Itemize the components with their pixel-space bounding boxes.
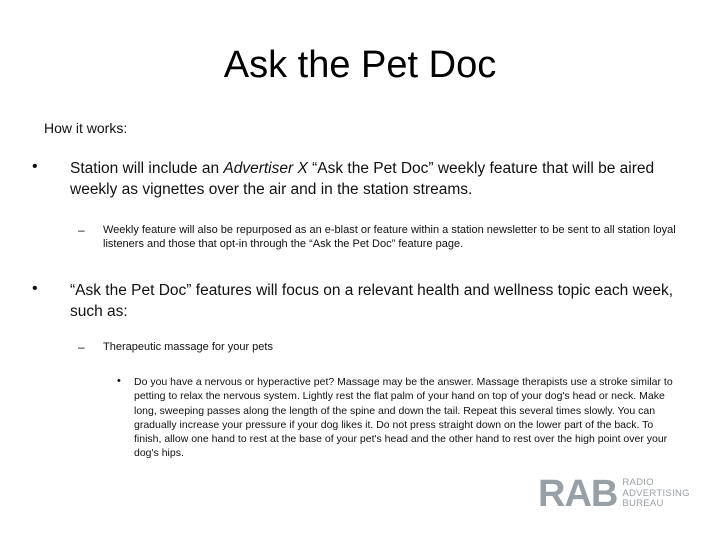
logo-wordmark — [622, 478, 690, 510]
logo-line: ADVERTISING — [622, 487, 690, 499]
logo-line: RADIO — [622, 477, 654, 489]
bullet-marker: • — [32, 280, 38, 297]
logo-line: BUREAU — [622, 498, 664, 510]
rab-logo — [538, 473, 690, 515]
sub-bullet-massage: Therapeutic massage for your pets — [103, 341, 273, 353]
sub-bullet-repurpose: Weekly feature will also be repurposed as an e-blast or feature within a station newsletter to be sent to all station loyal listeners and those that opt-in through the “Ask the Pet Doc” feature page. — [103, 224, 676, 250]
bullet-marker: • — [32, 158, 38, 175]
intro-text: How it works: — [44, 120, 128, 136]
bullet-text-end: “Ask the Pet Doc” weekly feature that will be aired weekly as vignettes over the air and in the station streams. — [70, 160, 655, 198]
bullet-station-feature — [70, 158, 690, 200]
nested-bullet-marker: • — [117, 375, 121, 387]
bullet-text-start: Station will include an — [70, 160, 224, 177]
sub-bullet-marker: – — [78, 223, 85, 237]
slide-title: Ask the Pet Doc — [223, 44, 497, 86]
nested-bullet-massage-details: Do you have a nervous or hyperactive pet? Massage may be the answer. Massage therapists use a stroke similar to petting to relax the nervous system. Lightly rest the flat palm of your hand on top of your dog's head or neck. Make long, sweeping passes along the length of the spine and down the tail. Repeat this several times slowly. You can gradually increase your pressure if your dog likes it. Do not press straight down on the lower part of the back. To finish, allow one hand to rest at the base of your pet's head and the other hand to rest over the high point over your dog's hips. — [134, 376, 673, 460]
sub-bullet-marker: – — [78, 340, 85, 354]
bullet-health-topics: “Ask the Pet Doc” features will focus on a relevant health and wellness topic each week, such as: — [70, 282, 674, 320]
logo-mark: RAB — [538, 473, 618, 515]
advertiser-name: Advertiser X — [223, 160, 308, 177]
